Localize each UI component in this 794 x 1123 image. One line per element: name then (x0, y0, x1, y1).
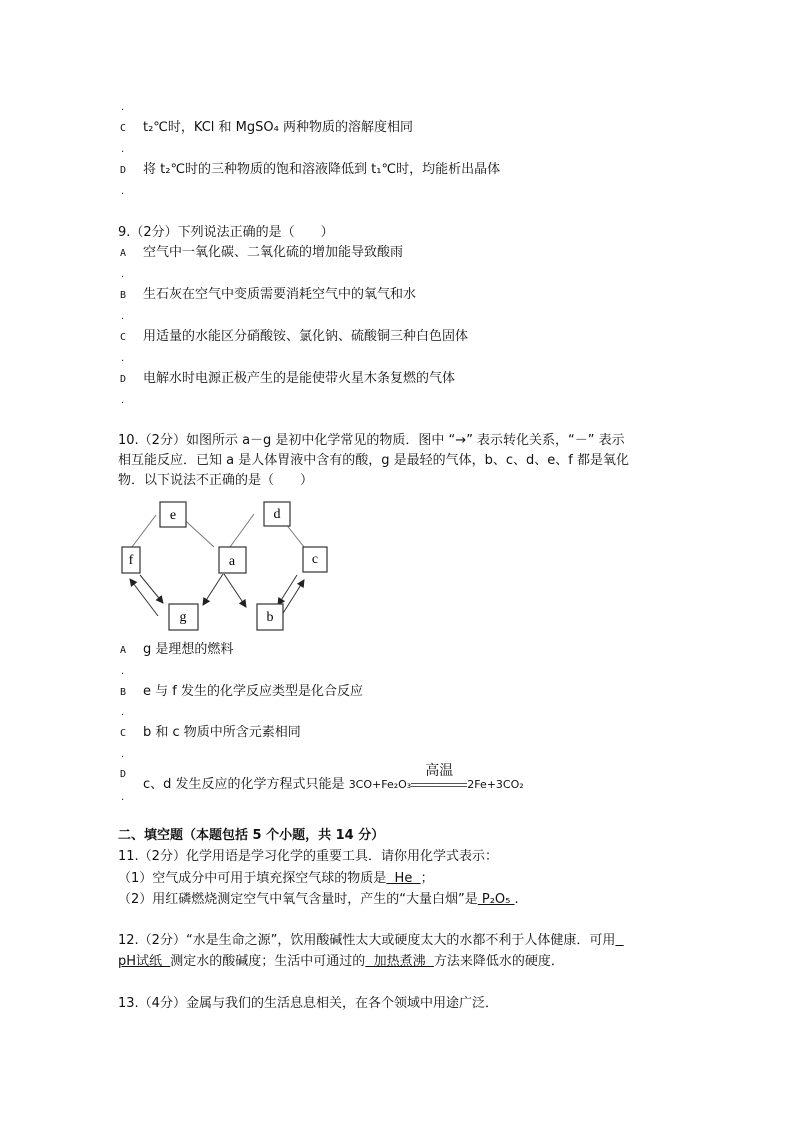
option-dot: . (121, 186, 125, 197)
question-11-part1 (118, 871, 434, 887)
option-text: t₂℃时，KCl 和 MgSO₄ 两种物质的溶解度相同 (143, 120, 413, 135)
stem-text: 测定水的酸碱度；生活中可通过的 (170, 954, 366, 969)
option-text (143, 763, 524, 793)
option-text: 空气中一氧化碳、二氧化硫的增加能导致酸雨 (143, 245, 404, 260)
node-b: b (266, 610, 274, 625)
option-label: C (120, 332, 127, 343)
option-dot: . (121, 707, 125, 718)
question-11-part2 (118, 892, 519, 908)
answer-blank: P₂O₅ (477, 892, 515, 907)
option-label: C (120, 728, 127, 739)
equation-sign (411, 763, 467, 793)
option-dot: . (121, 269, 125, 280)
question-9-stem: 9.（2分）下列说法正确的是（ ） (118, 225, 334, 240)
option-label: B (120, 290, 127, 301)
node-c: c (311, 552, 319, 567)
option-text: 生石灰在空气中变质需要消耗空气中的氧气和水 (143, 287, 417, 302)
equation-right: 2Fe+3CO₂ (467, 778, 524, 791)
option-label: D (120, 769, 127, 780)
part-end: . (514, 892, 519, 907)
equation-condition: 高温 (425, 763, 454, 779)
stem-text: 方法来降低水的硬度． (433, 954, 564, 969)
question-10-stem: 相互能反应．已知 a 是人体胃液中含有的酸，g 是最轻的气体，b、c、d、e、f 都是氧化 (118, 453, 629, 468)
answer-blank: He (386, 871, 421, 886)
option-text: e 与 f 发生的化学反应类型是化合反应 (143, 684, 363, 699)
option-text: g 是理想的燃料 (143, 642, 234, 657)
option-label: A (120, 248, 127, 259)
answer-blank: 加热煮沸 (365, 954, 434, 969)
part-end: ； (420, 871, 434, 886)
node-e: e (169, 508, 177, 523)
option-dot: . (121, 311, 125, 322)
node-f: f (128, 553, 134, 568)
option-label: D (120, 374, 127, 385)
equation-left: 3CO+Fe₂O₃ (348, 778, 412, 791)
option-dot: . (121, 395, 125, 406)
option-text: 将 t₂℃时的三种物质的饱和溶液降低到 t₁℃时，均能析出晶体 (143, 162, 501, 177)
section-title: 二、填空题（本题包括 5 个小题，共 14 分） (118, 828, 385, 843)
option-dot: . (121, 749, 125, 760)
option-dot: . (121, 144, 125, 155)
option-text-part: c、d 发生反应的化学方程式只能是 (143, 777, 345, 792)
question-12-line1 (118, 933, 624, 949)
option-text: b 和 c 物质中所含元素相同 (143, 725, 301, 740)
option-text: 电解水时电源正极产生的是能使带火星木条复燃的气体 (143, 371, 456, 386)
part-text: （1）空气成分中可用于填充探空气球的物质是 (118, 871, 387, 886)
option-dot: . (121, 666, 125, 677)
answer-blank (615, 933, 623, 948)
option-label: D (120, 165, 127, 176)
question-13-stem: 13.（4分）金属与我们的生活息息相关，在各个领域中用途广泛． (118, 996, 498, 1011)
part-text: （2）用红磷燃烧测定空气中氧气含量时，产生的“大量白烟”是 (118, 892, 478, 907)
node-g: g (179, 610, 187, 625)
question-10-stem: 物．以下说法不正确的是（ ） (118, 473, 314, 488)
option-text: 用适量的水能区分硝酸铵、氯化钠、硫酸铜三种白色固体 (143, 329, 469, 344)
option-label: C (120, 123, 127, 134)
node-a: a (228, 554, 236, 569)
option-dot: . (121, 102, 125, 113)
option-dot: . (121, 792, 125, 803)
option-label: B (120, 687, 127, 698)
question-10-stem: 10.（2分）如图所示 a－g 是初中化学常见的物质．图中 “→” 表示转化关系，“－” 表示 (118, 433, 625, 448)
question-12-line2 (118, 954, 564, 970)
question-11-stem: 11.（2分）化学用语是学习化学的重要工具．请你用化学式表示： (118, 849, 498, 864)
node-d: d (273, 507, 281, 522)
option-label: A (120, 645, 127, 656)
stem-text: 12.（2分）“水是生命之源”，饮用酸碱性太大或硬度太大的水都不利于人体健康．可用 (118, 933, 616, 948)
option-dot: . (121, 353, 125, 364)
answer-blank: pH试纸 (118, 954, 171, 969)
